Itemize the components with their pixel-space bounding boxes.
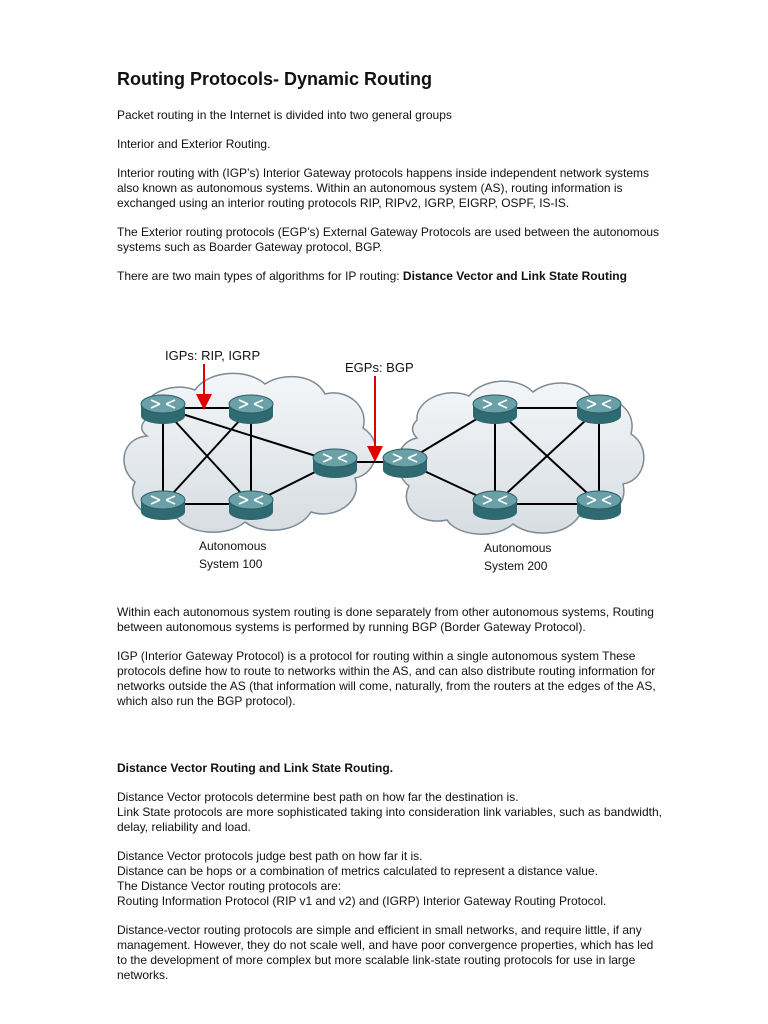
igps-label: IGPs: RIP, IGRP [165, 348, 261, 363]
document-top-section [117, 68, 662, 284]
egps-label: EGPs: BGP [345, 360, 414, 375]
as200-label-line2: System 200 [484, 559, 548, 573]
routing-diagram-svg [117, 342, 649, 578]
igp-paragraph: IGP (Interior Gateway Protocol) is a protocol for routing within a single autonomous system These protocols define how to route to networks within the AS, and can also distribute routing information for networks outside the AS (that information will come, naturally, from the routers at the edges of the AS, which also run the BGP protocol). [117, 649, 656, 708]
as200-label-line1: Autonomous [484, 541, 552, 555]
as100-router-bottom-right-icon [229, 491, 273, 520]
page-title: Routing Protocols- Dynamic Routing [117, 69, 432, 89]
dv-judge-line: Distance Vector protocols judge best path on how far it is. [117, 849, 423, 863]
as100-label-line2: System 100 [199, 557, 263, 571]
as200-router-bottom-right-icon [577, 491, 621, 520]
dv-summary-paragraph: Distance-vector routing protocols are simple and efficient in small networks, and require little, if any management. However, they do not scale well, and have poor convergence properties, which has led to the development of more complex but more scalable link-state routing protocols for use in large networks. [117, 923, 654, 982]
as100-label-line1: Autonomous [199, 539, 267, 553]
document-bottom-section [117, 605, 662, 983]
as100-border-router-icon [313, 449, 357, 478]
dv-protocols-line: The Distance Vector routing protocols are: [117, 879, 342, 893]
as200-border-router-icon [383, 449, 427, 478]
intro-paragraph: Packet routing in the Internet is divided into two general groups [117, 108, 452, 122]
as100-router-top-right-icon [229, 395, 273, 424]
routing-diagram [117, 342, 649, 578]
groups-paragraph: Interior and Exterior Routing. [117, 137, 271, 151]
as200-router-bottom-left-icon [473, 491, 517, 520]
within-as-paragraph: Within each autonomous system routing is done separately from other autonomous systems, Routing between autonomous systems is performed by running BGP (Border Gateway Protocol). [117, 605, 654, 634]
as100-router-bottom-left-icon [141, 491, 185, 520]
algorithm-types-lead: There are two main types of algorithms for IP routing: [117, 269, 403, 283]
interior-routing-paragraph: Interior routing with (IGP’s) Interior Gateway protocols happens inside independent network systems also known as autonomous systems. Within an autonomous system (AS), routing information is exchanged using an interior routing protocols RIP, RIPv2, IGRP, EIGRP, OSPF, IS-IS. [117, 166, 650, 210]
as200-router-top-right-icon [577, 395, 621, 424]
algorithm-types-bold: Distance Vector and Link State Routing [402, 269, 627, 283]
as200-router-top-left-icon [473, 395, 517, 424]
as100-router-top-left-icon [141, 395, 185, 424]
dv-distance-line: Distance can be hops or a combination of metrics calculated to represent a distance value. [117, 864, 598, 878]
dv-rip-igrp-line: Routing Information Protocol (RIP v1 and v2) and (IGRP) Interior Gateway Routing Protocol. [117, 894, 607, 908]
ls-sophisticated-line: Link State protocols are more sophisticated taking into consideration link variables, such as bandwidth, delay, reliability and load. [117, 805, 662, 834]
exterior-routing-paragraph: The Exterior routing protocols (EGP’s) External Gateway Protocols are used between the autonomous systems such as Boarder Gateway protocol, BGP. [117, 225, 660, 254]
algorithm-types-paragraph [117, 269, 662, 284]
dvls-heading: Distance Vector Routing and Link State Routing. [117, 761, 394, 775]
dv-determine-line: Distance Vector protocols determine best path on how far the destination is. [117, 790, 519, 804]
